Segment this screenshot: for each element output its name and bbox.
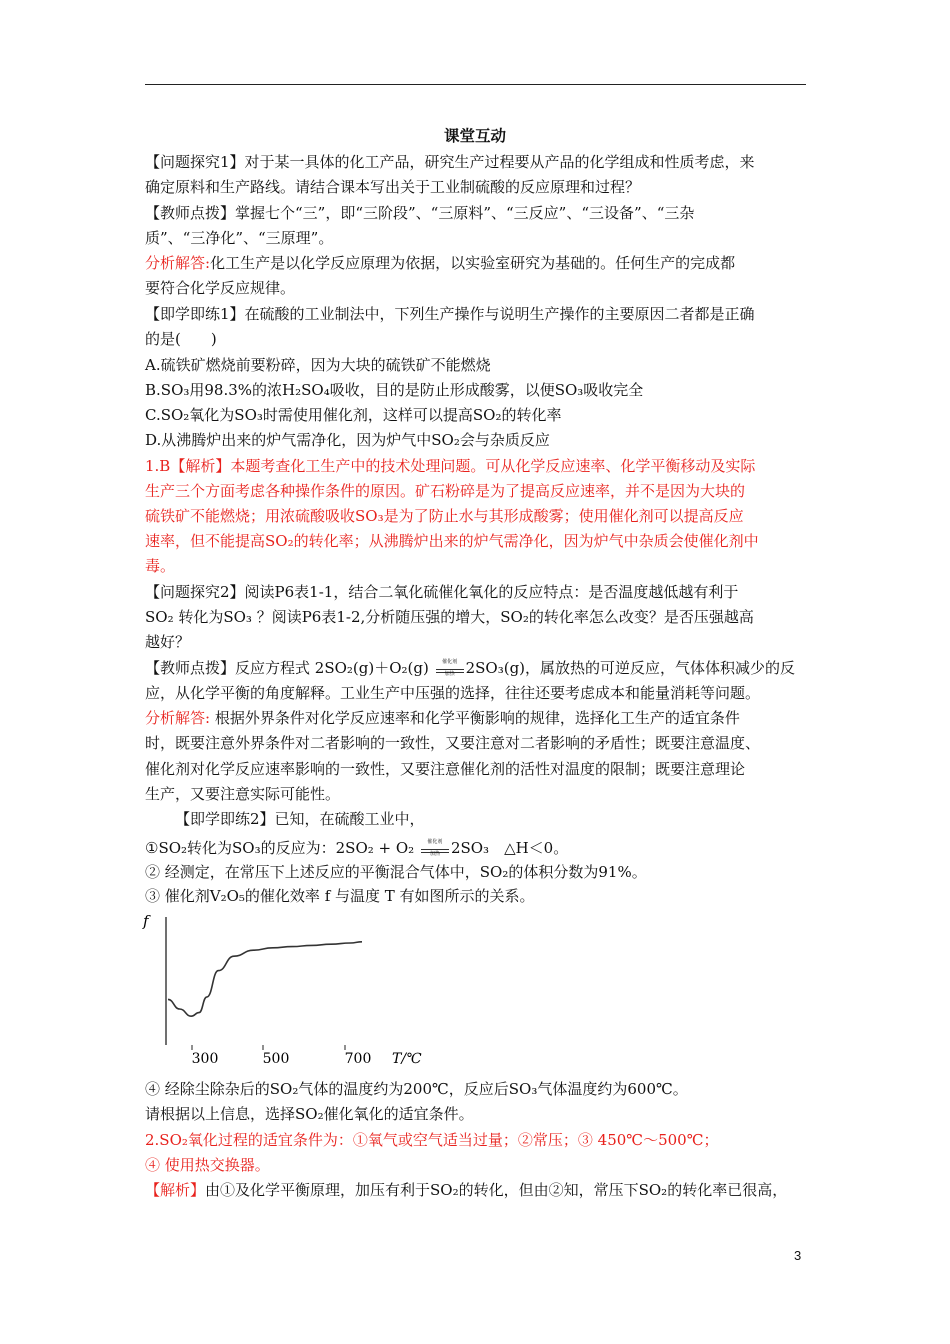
text-line: 的是( )	[145, 330, 217, 348]
text-line: 【即学即练1】在硫酸的工业制法中，下列生产操作与说明生产操作的主要原因二者都是正确	[145, 305, 755, 323]
arrow-bottom-label: 加热	[444, 671, 455, 677]
option-d: D.从沸腾炉出来的炉气需净化，因为炉气中SO₂会与杂质反应	[145, 431, 550, 449]
text-line: 越好？	[145, 633, 191, 651]
answer-line: 2.SO₂氧化过程的适宜条件为：①氧气或空气适当过量；②常压；③ 450℃～500℃；	[145, 1131, 719, 1149]
answer-line: 生产三个方面考虑各种操作条件的原因。矿石粉碎是为了提高反应速率，并不是因为大块的	[145, 482, 746, 500]
text-line: 应，从化学平衡的角度解释。工业生产中压强的选择，往往还要考虑成本和能量消耗等问题。	[145, 684, 761, 702]
text-line: 【教师点拨】掌握七个“三”，即“三阶段”、“三原料”、“三反应”、“三设备”、“三杂	[145, 204, 695, 222]
answer-line: 1.B【解析】本题考查化工生产中的技术处理问题。可从化学反应速率、化学平衡移动及实际	[145, 457, 756, 475]
x-axis-label: T/℃	[392, 1051, 422, 1065]
equation-right: 2SO₃ △H＜0。	[450, 839, 569, 857]
text-line: 催化剂对化学反应速率影响的一致性，又要注意催化剂的活性对温度的限制；既要注意理论	[145, 760, 746, 778]
text-line: 请根据以上信息，选择SO₂催化氧化的适宜条件。	[145, 1105, 474, 1123]
text-line	[145, 708, 740, 728]
section-title: 课堂互动	[443, 127, 506, 145]
text-line: 【问题探究2】阅读P6表1-1，结合二氧化硫催化氧化的反应特点：是否温度越低越有利于	[145, 583, 739, 601]
answer-line: 硫铁矿不能燃烧；用浓硫酸吸收SO₃是为了防止水与其形成酸雾；使用催化剂可以提高反应	[145, 507, 744, 525]
option-a: A.硫铁矿燃烧前要粉碎，因为大块的硫铁矿不能燃烧	[145, 356, 491, 374]
text-line: 【问题探究1】对于某一具体的化工产品，研究生产过程要从产品的化学组成和性质考虑，来	[145, 153, 755, 171]
equation-left: 【教师点拨】反应方程式 2SO₂(g)＋O₂(g)	[145, 659, 434, 677]
answer-line: 速率，但不能提高SO₂的转化率；从沸腾炉出来的炉气需净化，因为炉气中杂质会使催化剂中	[145, 532, 759, 550]
arrow-top-label: 催化剂	[427, 839, 443, 845]
text-line: 质”、“三净化”、“三原理”。	[145, 229, 334, 247]
text-line: SO₂ 转化为SO₃ ？阅读P6表1-2,分析随压强的增大，SO₂的转化率怎么改变？是否压强越高	[145, 608, 754, 626]
efficiency-curve	[168, 942, 362, 1016]
text-line	[145, 253, 735, 273]
option-c: C.SO₂氧化为SO₃时需使用催化剂，这样可以提高SO₂的转化率	[145, 406, 562, 424]
analysis-text: 由①及化学平衡原理，加压有利于SO₂的转化，但由②知，常压下SO₂的转化率已很高，	[205, 1181, 788, 1199]
analysis-label: 分析解答:	[145, 254, 211, 272]
answer-line: ④ 使用热交换器。	[145, 1156, 270, 1174]
arrow-bottom-label: 加热	[429, 851, 440, 857]
analysis-label: 分析解答:	[145, 709, 211, 727]
y-axis-label: f	[143, 912, 149, 930]
reversible-arrow-icon	[436, 659, 464, 677]
x-tick-label: 500	[262, 1051, 290, 1065]
catalyst-efficiency-chart	[140, 905, 440, 1065]
analysis-label: 【解析】	[145, 1181, 206, 1199]
equation-left: ①SO₂转化为SO₃的反应为：2SO₂ + O₂	[145, 839, 419, 857]
text-line: 要符合化学反应规律。	[145, 279, 296, 297]
text-line	[145, 1180, 787, 1200]
text-line: 时，既要注意外界条件对二者影响的一致性，又要注意对二者影响的矛盾性；既要注意温度、	[145, 734, 761, 752]
text-line: ④ 经除尘除杂后的SO₂气体的温度约为200℃，反应后SO₃气体温度约为600℃。	[145, 1080, 688, 1098]
text-line: 确定原料和生产路线。请结合课本写出关于工业制硫酸的反应原理和过程？	[145, 178, 641, 196]
text-line	[145, 658, 795, 678]
arrow-top-label: 催化剂	[442, 659, 458, 665]
header-rule	[145, 84, 806, 85]
page-number: 3	[794, 1248, 802, 1263]
text-line: ③ 催化剂V₂O₅的催化效率 f 与温度 T 有如图所示的关系。	[145, 887, 535, 905]
answer-line: 毒。	[145, 557, 176, 575]
text-line: 【即学即练2】已知，在硫酸工业中，	[175, 810, 425, 828]
x-tick-label: 300	[191, 1051, 219, 1065]
analysis-text: 化工生产是以化学反应原理为依据，以实验室研究为基础的。任何生产的完成都	[210, 254, 736, 272]
reversible-arrow-icon	[421, 839, 449, 857]
analysis-text: 根据外界条件对化学反应速率和化学平衡影响的规律，选择化工生产的适宜条件	[210, 709, 740, 727]
option-b: B.SO₃用98.3%的浓H₂SO₄吸收，目的是防止形成酸雾，以便SO₃吸收完全	[145, 381, 644, 399]
text-line	[145, 838, 568, 858]
text-line: ② 经测定，在常压下上述反应的平衡混合气体中，SO₂的体积分数为91%。	[145, 863, 647, 881]
x-tick-label: 700	[344, 1051, 372, 1065]
equation-right: 2SO₃(g)，属放热的可逆反应，气体体积减少的反	[465, 659, 796, 677]
text-line: 生产，又要注意实际可能性。	[145, 785, 341, 803]
